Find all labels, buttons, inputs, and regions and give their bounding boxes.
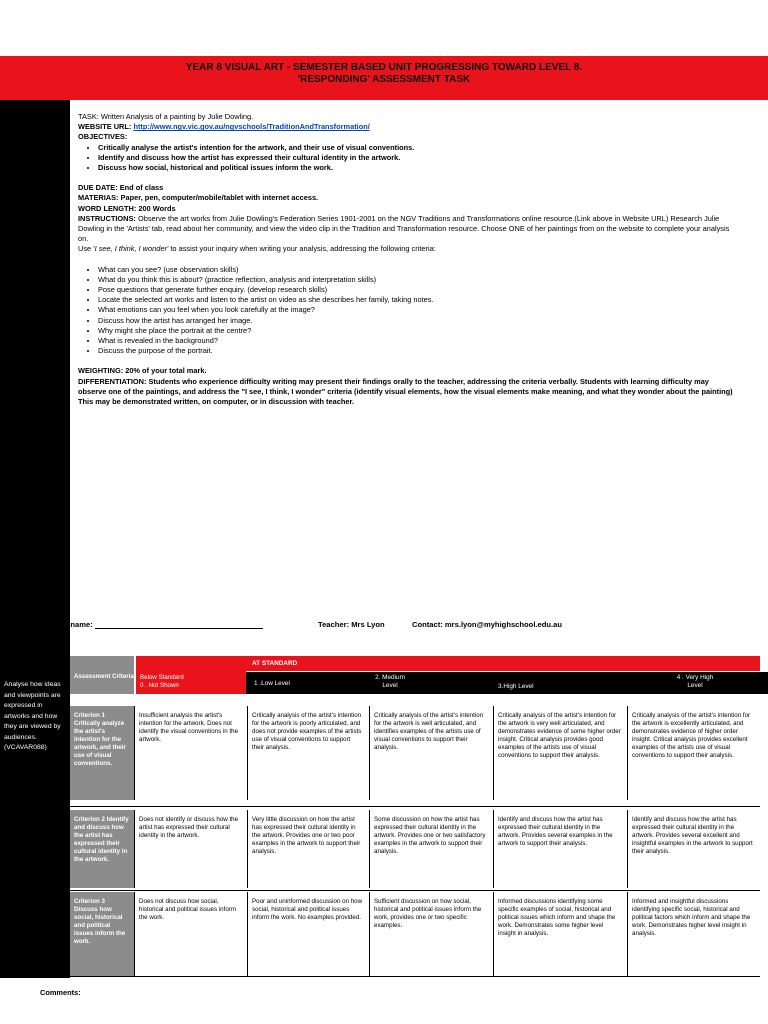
objective-item: • Critically analyse the artist's intention for the artwork, and their use of visual conventions. xyxy=(98,143,738,153)
criteria-item: • Pose questions that generate further enquiry. (develop research skills) xyxy=(98,285,738,295)
level-3-label: 3.High Level xyxy=(498,683,534,690)
objective-item: • Discuss how social, historical and political issues inform the work. xyxy=(98,163,738,173)
criteria-item: • What emotions can you feel when you look carefully at the image? xyxy=(98,305,738,315)
rubric-cell: Informed discussions identifying some specific examples of social, historical and political issues which inform and shape the work. Demonstrates some higher level insight in analysis. xyxy=(493,892,627,976)
title-banner xyxy=(0,56,768,100)
criteria-item: • Why might she place the portrait at the centre? xyxy=(98,326,738,336)
rubric-cell: Identify and discuss how the artist has expressed their cultural identity in the artwork. Provides several excellent and insightful examples in the artwork to support their analysis. xyxy=(627,810,760,888)
criteria-list xyxy=(78,265,738,357)
rubric-cell: Critically analysis of the artist's intention for the artwork is excellently articulated, and demonstrates evidence of higher order insight. Critical analysis provides excellent examples of the artists use of visual conventions to support their analysis. xyxy=(627,706,760,800)
contact-label: Contact: mrs.lyon@myhighschool.edu.au xyxy=(412,620,563,629)
rubric-cell: Sufficient discussion on how social, historical and political issues inform the work, provides one or two specific examples. xyxy=(369,892,493,976)
criteria-item: • What do you think this is about? (practice reflection, analysis and interpretation skills) xyxy=(98,275,738,285)
at-standard-band: AT STANDARD xyxy=(246,656,760,671)
use-prefix: Use ' xyxy=(78,244,95,254)
level-1-label: 1 .Low Level xyxy=(254,680,290,687)
task-line: TASK: Written Analysis of a painting by Julie Dowling. xyxy=(78,112,254,121)
instructions-label: INSTRUCTIONS: xyxy=(78,213,136,223)
use-suffix: to assist your inquiry when writing your analysis, addressing the following criteria: xyxy=(168,244,436,254)
criterion-1: Criterion 1 Critically analyze the artist's intention for the artwork, and their use of visual conventions. xyxy=(70,706,134,800)
below-standard-label: Below Standard xyxy=(140,674,184,681)
instructions xyxy=(78,214,738,245)
criteria-item: • What can you see? (use observation skills) xyxy=(98,265,738,275)
website-label: WEBSITE URL: xyxy=(78,122,134,132)
rubric-cell: Critically analysis of the artist's intention for the artwork is very well articulated, and demonstrates evidence of some higher order insight. Critical analysis provides good examples of the artists use of visual conventions to support their analysis. xyxy=(493,706,627,800)
objective-item: • Identify and discuss how the artist has expressed their cultural identity in the artwork. xyxy=(98,153,738,163)
objectives-label: OBJECTIVES: xyxy=(78,132,128,142)
objectives-list xyxy=(78,143,738,174)
rubric-cell: Critically analysis of the artist's intention for the artwork is poorly articulated, and does not provide examples of the artists use of visual conventions to support their analysis. xyxy=(247,706,369,800)
student-name-row xyxy=(40,620,263,629)
criteria-item: • Discuss the purpose of the portrait. xyxy=(98,346,738,356)
website-link[interactable]: http://www.ngv.vic.gov.au/ngvschools/TraditionAndTransformation/ xyxy=(133,122,370,132)
title-line-2: 'RESPONDING' ASSESSMENT TASK xyxy=(297,74,471,85)
rubric-cell: Insufficient analysis the artist's intention for the artwork. Does not identify the visual conventions in the artwork. xyxy=(134,706,247,800)
due-date: DUE DATE: End of class xyxy=(78,183,164,193)
task-description xyxy=(78,112,738,407)
rubric-cell: Very little discussion on how the artist has expressed their cultural identity in the artwork. Provides one or two poor examples in the artwork to support their analysis. xyxy=(247,810,369,888)
criteria-item: • What is revealed in the background? xyxy=(98,336,738,346)
criterion-3: Criterion 3 Discuss how social, historical and political issues inform the work. xyxy=(70,892,134,976)
level-header-row xyxy=(246,672,768,694)
teacher-label: Teacher: Mrs Lyon xyxy=(318,620,385,629)
student-name-field[interactable] xyxy=(95,620,263,629)
differentiation: DIFFERENTIATION: Students who experience difficulty writing may present their findings orally to the teacher, addressing the criteria verbally. Students with learning difficulty may observe one of the paintings, and address the "I see, I think, I wonder" criteria (identify visual elements, how the visual elements make meaning, and what they wonder about the painting) This may be demonstrated written, on computer, or in discussion with teacher. xyxy=(78,376,733,407)
level-4-label: 4 . Very High Level xyxy=(676,674,714,689)
left-black-bar xyxy=(0,100,70,978)
weighting: WEIGHTING: 20% of your total mark. xyxy=(78,366,207,376)
level-2-label: 2. Medium Level xyxy=(375,674,405,689)
rubric-cell: Some discussion on how the artist has expressed their cultural identity in the artwork. Provides one or two satisfactory examples in the artwork to support their analysis. xyxy=(369,810,493,888)
rubric-cell: Critically analysis of the artist's intention for the artwork is well articulated, and identifies examples of the artists use of visual conventions to support their analysis. xyxy=(369,706,493,800)
row-divider xyxy=(70,806,760,807)
criteria-item: • Locate the selected art works and listen to the artist on video as she describes her family, taking notes. xyxy=(98,295,738,305)
criterion-2: Criterion 2 Identify and discuss how the artist has expressed their cultural identity in the artwork. xyxy=(70,810,134,888)
row-divider xyxy=(70,890,760,891)
word-length: WORD LENGTH: 200 Words xyxy=(78,203,176,213)
title-line-1: YEAR 8 VISUAL ART - SEMESTER BASED UNIT PROGRESSING TOWARD LEVEL 8. xyxy=(185,62,583,73)
below-standard-header xyxy=(136,656,246,694)
use-line xyxy=(78,244,738,254)
criteria-item: • Discuss how the artist has arranged her image. xyxy=(98,316,738,326)
website-row xyxy=(78,122,738,132)
materials: MATERIAS: Paper, pen, computer/mobile/tablet with internet access. xyxy=(78,193,319,203)
curriculum-note: Analyse how ideas and viewpoints are expressed in artworks and how they are viewed by audiences. (VCAVAR088) xyxy=(4,681,61,751)
student-name-label: Student name: xyxy=(40,620,93,629)
instructions-text: Observe the art works from Julie Dowling's Federation Series 1901-2001 on the NGV Traditions and Transformations online resource.(Link above in Website URL) Research Julie Dowling in the 'Artists' tab, read about her community, and view the video clip in the Tradition and Transformation resource. Choose ONE of her paintings from on the website to complete your analysis on. xyxy=(78,213,730,244)
rubric-cell: Informed and insightful discussions identifying specific social, historical and political factors which inform and shape the work. Demonstrates higher level insight in analysis. xyxy=(627,892,760,976)
not-shown-label: 0 . Not Shown xyxy=(140,682,179,689)
top-margin xyxy=(0,0,768,56)
row-divider xyxy=(70,976,760,977)
rubric-cell: Does not discuss how social, historical and political issues inform the work. xyxy=(134,892,247,976)
comments-label: Comments: xyxy=(40,988,81,997)
rubric-cell: Identify and discuss how the artist has expressed their cultural identity in the artwork. Provides several examples in the artwork to support their analysis. xyxy=(493,810,627,888)
criteria-header: Assessment Criteria xyxy=(70,656,134,694)
rubric-cell: Does not identify or discuss how the artist has expressed their cultural identity in the artwork. xyxy=(134,810,247,888)
use-italic: I see, I think, I wonder' xyxy=(94,244,169,254)
rubric-cell: Poor and uninformed discussion on how social, historical and political issues inform the work. No examples provided. xyxy=(247,892,369,976)
